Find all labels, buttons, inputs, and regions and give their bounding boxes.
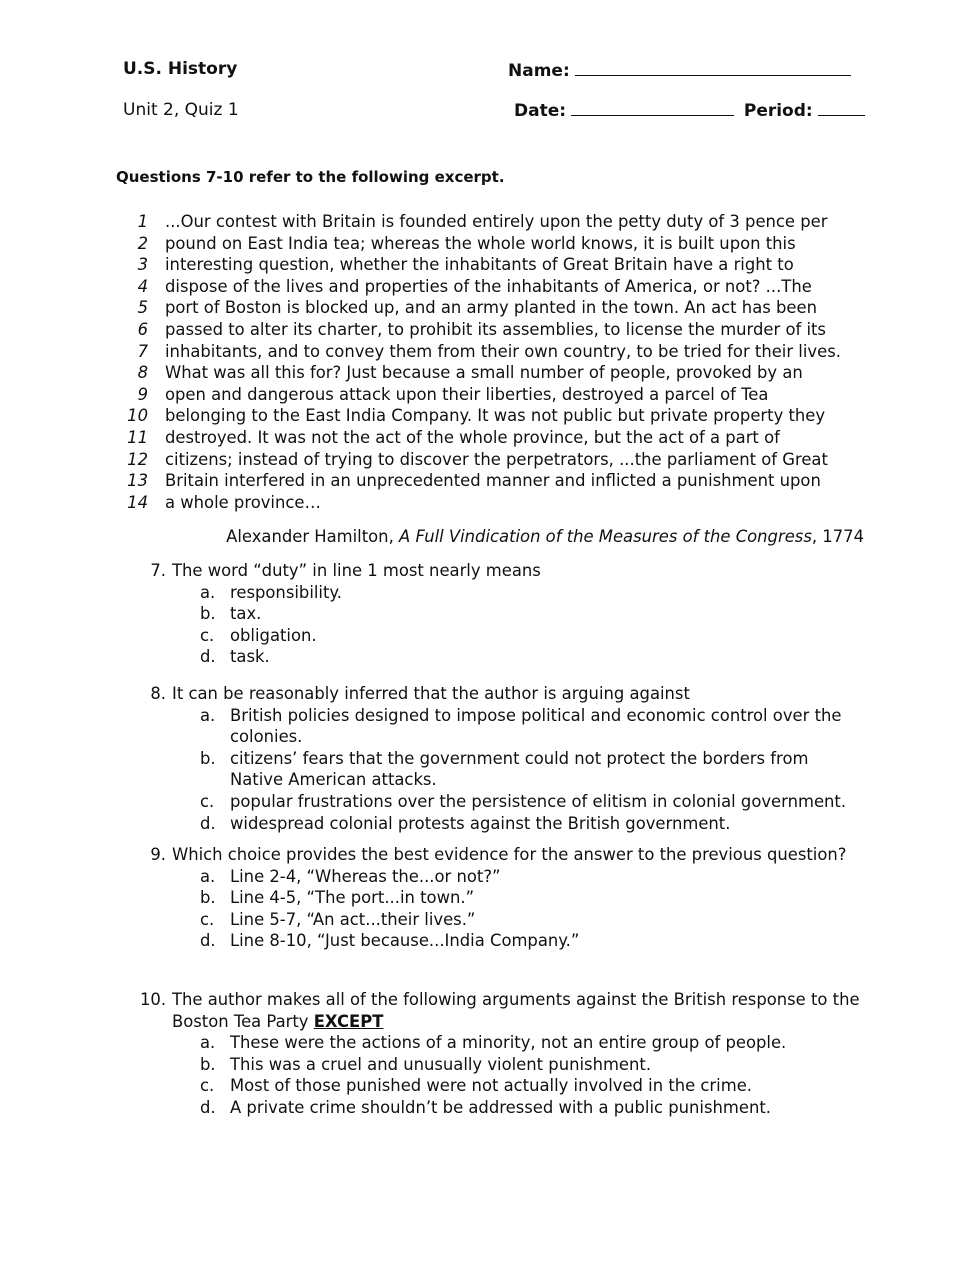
line-number: 8: [137, 363, 148, 383]
passage-line: [118, 211, 878, 233]
option-letter: a.: [200, 705, 216, 725]
option-letter: a.: [200, 866, 216, 886]
except-emphasis: EXCEPT: [313, 1011, 384, 1031]
questions-intro: Questions 7-10 refer to the following excerpt.: [116, 168, 505, 186]
line-text: belonging to the East India Company. It was not public but private property they: [165, 406, 826, 426]
passage-line: [118, 341, 878, 363]
line-text: inhabitants, and to convey them from their own country, to be tried for their lives.: [165, 341, 841, 361]
passage-line: [118, 233, 878, 255]
question-9: [140, 844, 865, 952]
option-text: Line 4-5, “The port...in town.”: [230, 888, 475, 908]
citation-author: Alexander Hamilton,: [226, 527, 394, 546]
line-text: pound on East India tea; whereas the whole world knows, it is built upon this: [165, 233, 796, 253]
answer-option[interactable]: [140, 1075, 865, 1097]
option-text: citizens’ fears that the government could not protect the borders from Native American attacks.: [230, 748, 809, 790]
line-text: interesting question, whether the inhabitants of Great Britain have a right to: [165, 255, 794, 275]
question-7: [140, 560, 865, 668]
question-stem: [140, 844, 865, 866]
date-blank[interactable]: [571, 99, 734, 116]
question-stem: [140, 683, 865, 705]
answer-option[interactable]: [140, 930, 865, 952]
option-letter: d.: [200, 813, 216, 833]
line-number: 13: [127, 471, 148, 491]
name-label: Name:: [508, 61, 570, 81]
option-letter: a.: [200, 582, 216, 602]
passage-line: [118, 362, 878, 384]
line-number: 10: [127, 406, 148, 426]
date-period-field: [514, 99, 865, 121]
answer-option[interactable]: [140, 1097, 865, 1119]
line-text: passed to alter its charter, to prohibit its assemblies, to license the murder of its: [165, 319, 826, 339]
option-text: These were the actions of a minority, not an entire group of people.: [230, 1033, 787, 1053]
passage-line: [118, 492, 878, 514]
question-number: 7.: [150, 561, 166, 580]
answer-option[interactable]: [140, 1054, 865, 1076]
citation-year: , 1774: [811, 527, 864, 546]
line-number: 12: [127, 449, 148, 469]
option-letter: b.: [200, 1054, 216, 1074]
option-text: A private crime shouldn’t be addressed with a public punishment.: [230, 1097, 771, 1117]
line-number: 2: [137, 233, 148, 253]
line-number: 3: [137, 255, 148, 275]
period-blank[interactable]: [818, 99, 865, 116]
line-number: 7: [137, 341, 148, 361]
question-10: [140, 989, 865, 1119]
answer-option[interactable]: [140, 603, 865, 625]
passage-line: [118, 319, 878, 341]
question-stem: [140, 560, 865, 582]
question-text: It can be reasonably inferred that the author is arguing against: [172, 684, 690, 703]
line-number: 6: [137, 319, 148, 339]
question-text: The word “duty” in line 1 most nearly means: [172, 561, 541, 580]
passage-line: [118, 276, 878, 298]
question-text: Which choice provides the best evidence for the answer to the previous question?: [172, 845, 847, 864]
option-text: British policies designed to impose political and economic control over the colonies.: [230, 705, 842, 747]
line-number: 1: [137, 212, 148, 231]
option-letter: c.: [200, 791, 215, 811]
option-letter: d.: [200, 931, 216, 951]
answer-option[interactable]: [140, 625, 865, 647]
passage-line: [118, 405, 878, 427]
passage-line: [118, 449, 878, 471]
option-letter: c.: [200, 625, 215, 645]
passage-line: [118, 427, 878, 449]
answer-option[interactable]: [140, 887, 865, 909]
answer-options: [140, 705, 865, 835]
option-letter: b.: [200, 888, 216, 908]
answer-option[interactable]: [140, 866, 865, 888]
option-letter: d.: [200, 1097, 216, 1117]
option-letter: d.: [200, 647, 216, 667]
option-text: widespread colonial protests against the British government.: [230, 813, 731, 833]
option-letter: c.: [200, 909, 215, 929]
name-field: [508, 59, 851, 81]
answer-option[interactable]: [140, 705, 865, 748]
excerpt-citation: [226, 527, 864, 546]
period-label: Period:: [743, 101, 813, 121]
option-text: obligation.: [230, 625, 317, 645]
option-text: This was a cruel and unusually violent punishment.: [230, 1054, 652, 1074]
line-number: 9: [137, 384, 148, 404]
option-text: tax.: [230, 604, 262, 624]
option-text: Most of those punished were not actually involved in the crime.: [230, 1076, 752, 1096]
unit-quiz-label: Unit 2, Quiz 1: [123, 100, 239, 120]
question-text: The author makes all of the following arguments against the British response to the Boston Tea Party: [172, 990, 860, 1031]
line-text: dispose of the lives and properties of the inhabitants of America, or not? ...The: [165, 276, 812, 296]
question-number: 8.: [150, 684, 166, 703]
passage-line: [118, 254, 878, 276]
option-text: Line 8-10, “Just because...India Company.”: [230, 931, 580, 951]
course-title: U.S. History: [123, 59, 238, 79]
question-stem: [140, 989, 865, 1032]
line-text: a whole province…: [165, 492, 321, 512]
answer-options: [140, 866, 865, 952]
excerpt-passage: [118, 211, 878, 513]
answer-option[interactable]: [140, 813, 865, 835]
line-text: ...Our contest with Britain is founded entirely upon the petty duty of 3 pence per: [165, 212, 828, 231]
line-text: port of Boston is blocked up, and an army planted in the town. An act has been: [165, 298, 817, 318]
passage-line: [118, 297, 878, 319]
passage-line: [118, 384, 878, 406]
answer-option[interactable]: [140, 909, 865, 931]
option-text: Line 2-4, “Whereas the...or not?”: [230, 866, 501, 886]
answer-options: [140, 1032, 865, 1118]
question-number: 9.: [150, 845, 166, 864]
answer-options: [140, 582, 865, 668]
answer-option[interactable]: [140, 748, 865, 791]
citation-work: A Full Vindication of the Measures of the Congress: [399, 527, 812, 546]
date-label: Date:: [514, 101, 567, 121]
option-letter: a.: [200, 1033, 216, 1053]
option-letter: b.: [200, 604, 216, 624]
line-text: What was all this for? Just because a small number of people, provoked by an: [165, 363, 803, 383]
question-8: [140, 683, 865, 834]
line-number: 14: [127, 492, 148, 512]
answer-option[interactable]: [140, 582, 865, 604]
option-letter: b.: [200, 748, 216, 768]
line-text: destroyed. It was not the act of the whole province, but the act of a part of: [165, 427, 780, 447]
line-text: open and dangerous attack upon their liberties, destroyed a parcel of Tea: [165, 384, 769, 404]
name-blank[interactable]: [575, 59, 851, 76]
question-number: 10.: [140, 990, 167, 1009]
option-text: task.: [230, 647, 270, 667]
option-text: responsibility.: [230, 582, 342, 602]
line-number: 5: [137, 298, 148, 318]
line-number: 11: [127, 427, 148, 447]
line-text: citizens; instead of trying to discover the perpetrators, ...the parliament of Great: [165, 449, 828, 469]
answer-option[interactable]: [140, 791, 865, 813]
line-text: Britain interfered in an unprecedented manner and inflicted a punishment upon: [165, 471, 821, 491]
option-text: popular frustrations over the persistence of elitism in colonial government.: [230, 791, 847, 811]
answer-option[interactable]: [140, 646, 865, 668]
option-letter: c.: [200, 1076, 215, 1096]
passage-line: [118, 470, 878, 492]
answer-option[interactable]: [140, 1032, 865, 1054]
line-number: 4: [137, 276, 148, 296]
option-text: Line 5-7, “An act...their lives.”: [230, 909, 476, 929]
